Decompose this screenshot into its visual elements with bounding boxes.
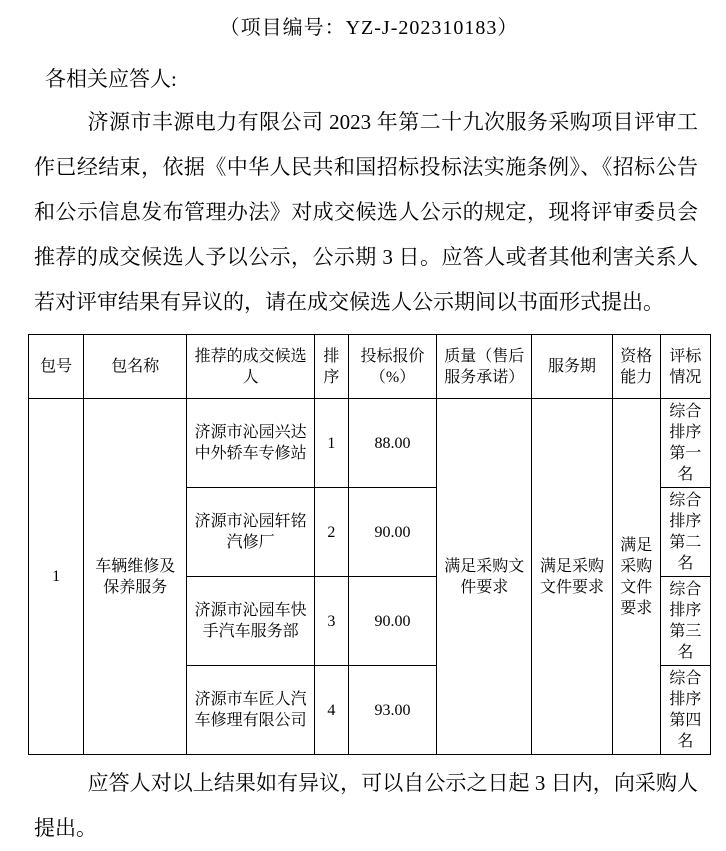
qualification-cell: 满足采购文件要求 [612,399,660,755]
rank-cell: 4 [314,666,348,755]
col-header-service-period: 服务期 [532,335,612,399]
evaluation-cell: 综合排序第三名 [660,577,710,666]
col-header-quality: 质量（售后服务承诺） [437,335,532,399]
col-header-qualification: 资格能力 [612,335,660,399]
col-header-bid-price: 投标报价（%） [348,335,436,399]
evaluation-cell: 综合排序第二名 [660,488,710,577]
candidate-name-cell: 济源市沁园兴达中外轿车专修站 [187,399,314,488]
table-row [29,399,711,488]
project-number-line: （项目编号：YZ-J-202310183） [219,17,519,39]
rank-cell: 3 [314,577,348,666]
package-name-cell: 车辆维修及保养服务 [84,399,187,755]
rank-cell: 2 [314,488,348,577]
col-header-package-name: 包名称 [84,335,187,399]
rank-cell: 1 [314,399,348,488]
candidates-table [28,334,711,755]
announcement-paragraph: 济源市丰源电力有限公司 2023 年第二十九次服务采购项目评审工作已经结束，依据《中华人民共和国招标投标法实施条例》、《招标公告和公示信息发布管理办法》对成交候选人公示的规定，现将评审委员会推荐的成交候选人予以公示，公示期 3 日。应答人或者其他利害关系人若对评审结果有异议的，请在成交候选人公示期间以书面形式提出。 [34,110,698,314]
service-period-cell: 满足采购文件要求 [532,399,612,755]
quality-cell: 满足采购文件要求 [437,399,532,755]
package-number-cell: 1 [29,399,84,755]
salutation: 各相关应答人: [45,67,177,91]
bid-price-cell: 88.00 [348,399,436,488]
candidate-name-cell: 济源市车匠人汽车修理有限公司 [187,666,314,755]
bid-price-cell: 93.00 [348,666,436,755]
bid-price-cell: 90.00 [348,488,436,577]
col-header-package-no: 包号 [29,335,84,399]
col-header-rank: 排序 [314,335,348,399]
candidate-name-cell: 济源市沁园轩铭汽修厂 [187,488,314,577]
col-header-evaluation: 评标情况 [660,335,710,399]
evaluation-cell: 综合排序第一名 [660,399,710,488]
evaluation-cell: 综合排序第四名 [660,666,710,755]
table-header-row [29,335,711,399]
candidate-name-cell: 济源市沁园车快手汽车服务部 [187,577,314,666]
col-header-candidate: 推荐的成交候选人 [187,335,314,399]
bid-price-cell: 90.00 [348,577,436,666]
objection-paragraph: 应答人对以上结果如有异议，可以自公示之日起 3 日内，向采购人提出。 [34,771,698,840]
